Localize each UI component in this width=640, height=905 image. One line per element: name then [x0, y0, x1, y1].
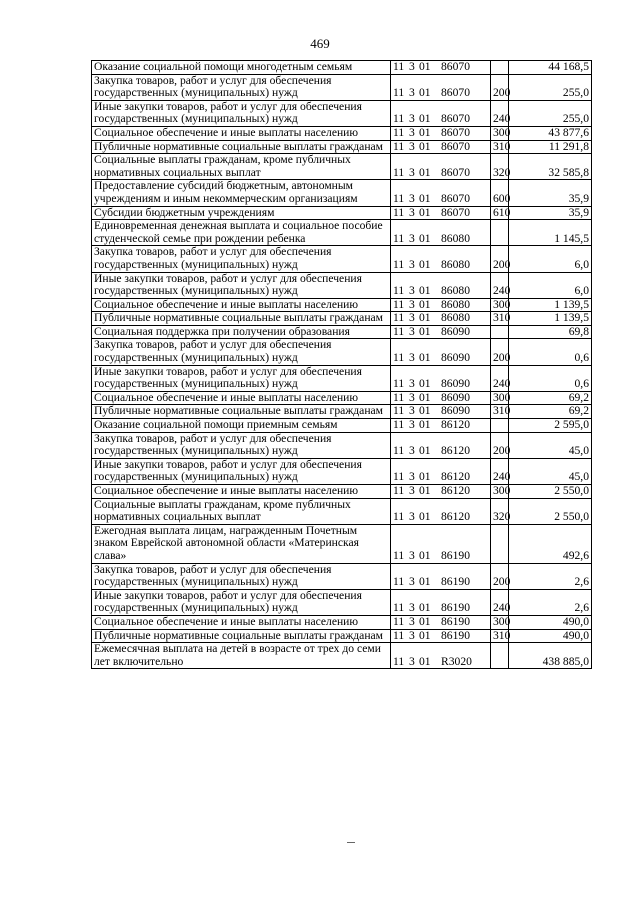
target-article-cell: [391, 432, 491, 458]
amount-cell: 44 168,5: [509, 61, 592, 75]
amount-cell: 45,0: [509, 458, 592, 484]
expense-type-cell: 300: [491, 126, 509, 140]
code-section: 11: [393, 231, 405, 245]
expense-name-cell: Закупка товаров, работ и услуг для обеспечения государственных (муниципальных) нужд: [92, 246, 391, 272]
code-number: 86120: [441, 484, 470, 497]
code-group: 01: [419, 60, 431, 73]
expense-name-cell: Закупка товаров, работ и услуг для обеспечения государственных (муниципальных) нужд: [92, 432, 391, 458]
target-article-cell: [391, 140, 491, 154]
code-subsection: 3: [409, 297, 415, 311]
amount-cell: 2 550,0: [509, 485, 592, 499]
expense-type-cell: 300: [491, 391, 509, 405]
code-number: 86080: [441, 257, 470, 271]
code-section: 11: [393, 418, 405, 432]
code-section: 11: [393, 86, 405, 100]
code-number: 86120: [441, 510, 470, 524]
target-article-cell: [391, 325, 491, 339]
code-subsection: 3: [409, 390, 415, 404]
expense-name-cell: Закупка товаров, работ и услуг для обеспечения государственных (муниципальных) нужд: [92, 74, 391, 100]
code-number: 86190: [441, 575, 470, 589]
amount-cell: 1 139,5: [509, 312, 592, 326]
code-section: 11: [393, 548, 405, 562]
expense-type-cell: [491, 325, 509, 339]
code-group: 01: [419, 404, 431, 418]
amount-cell: 6,0: [509, 246, 592, 272]
expense-name-cell: Предоставление субсидий бюджетным, автономным учреждениям и иным некоммерческим организациям: [92, 180, 391, 206]
expense-name-cell: Субсидии бюджетным учреждениям: [92, 206, 391, 220]
expense-type-cell: 600: [491, 180, 509, 206]
target-article-cell: [391, 220, 491, 246]
code-group: 01: [419, 86, 431, 100]
target-article-cell: [391, 643, 491, 669]
expense-type-cell: [491, 220, 509, 246]
table-row: [92, 432, 592, 458]
expense-name-cell: Социальное обеспечение и иные выплаты населению: [92, 391, 391, 405]
expense-name-cell: Социальное обеспечение и иные выплаты населению: [92, 615, 391, 629]
code-number: 86120: [441, 444, 470, 458]
table-row: [92, 206, 592, 220]
expense-type-cell: 200: [491, 339, 509, 365]
expense-name-cell: Иные закупки товаров, работ и услуг для обеспечения государственных (муниципальных) нужд: [92, 272, 391, 298]
amount-cell: 490,0: [509, 615, 592, 629]
table-row: [92, 563, 592, 589]
expense-type-cell: 320: [491, 154, 509, 180]
target-article-cell: [391, 100, 491, 126]
code-number: 86080: [441, 311, 470, 325]
code-number: 86090: [441, 377, 470, 391]
expense-type-cell: 200: [491, 563, 509, 589]
code-subsection: 3: [409, 418, 415, 432]
table-row: [92, 339, 592, 365]
code-number: 86070: [441, 205, 470, 219]
target-article-cell: [391, 458, 491, 484]
code-section: 11: [393, 324, 405, 338]
target-article-cell: [391, 74, 491, 100]
code-subsection: 3: [409, 191, 415, 205]
code-number: 86080: [441, 231, 470, 245]
expense-name-cell: Иные закупки товаров, работ и услуг для обеспечения государственных (муниципальных) нужд: [92, 365, 391, 391]
code-group: 01: [419, 351, 431, 365]
expense-name-cell: Иные закупки товаров, работ и услуг для обеспечения государственных (муниципальных) нужд: [92, 100, 391, 126]
amount-cell: 255,0: [509, 74, 592, 100]
code-number: 86070: [441, 191, 470, 205]
code-number: 86090: [441, 324, 470, 338]
expense-type-cell: 310: [491, 140, 509, 154]
code-group: 01: [419, 284, 431, 298]
amount-cell: 35,9: [509, 206, 592, 220]
expense-name-cell: Иные закупки товаров, работ и услуг для обеспечения государственных (муниципальных) нужд: [92, 458, 391, 484]
code-section: 11: [393, 311, 405, 325]
code-group: 01: [419, 575, 431, 589]
code-group: 01: [419, 324, 431, 338]
target-article-cell: [391, 615, 491, 629]
code-subsection: 3: [409, 601, 415, 615]
code-number: 86070: [441, 125, 470, 139]
code-section: 11: [393, 614, 405, 628]
code-subsection: 3: [409, 231, 415, 245]
table-row: [92, 365, 592, 391]
table-row: [92, 615, 592, 629]
expense-name-cell: Оказание социальной помощи приемным семьям: [92, 419, 391, 433]
target-article-cell: [391, 246, 491, 272]
table-row: [92, 74, 592, 100]
code-section: 11: [393, 628, 405, 642]
amount-cell: 0,6: [509, 339, 592, 365]
code-number: 86190: [441, 601, 470, 615]
code-group: 01: [419, 510, 431, 524]
expense-type-cell: 200: [491, 432, 509, 458]
code-number: 86120: [441, 418, 470, 432]
expense-type-cell: 200: [491, 246, 509, 272]
code-section: 11: [393, 510, 405, 524]
code-section: 11: [393, 284, 405, 298]
expense-type-cell: [491, 61, 509, 75]
code-section: 11: [393, 125, 405, 139]
code-section: 11: [393, 377, 405, 391]
table-row: [92, 246, 592, 272]
code-subsection: 3: [409, 444, 415, 458]
code-number: 86070: [441, 112, 470, 126]
code-number: 86090: [441, 404, 470, 418]
target-article-cell: [391, 391, 491, 405]
amount-cell: 1 145,5: [509, 220, 592, 246]
expense-name-cell: Социальное обеспечение и иные выплаты населению: [92, 485, 391, 499]
amount-cell: 32 585,8: [509, 154, 592, 180]
expense-name-cell: Публичные нормативные социальные выплаты гражданам: [92, 140, 391, 154]
code-subsection: 3: [409, 86, 415, 100]
expense-type-cell: 300: [491, 615, 509, 629]
expense-type-cell: 300: [491, 298, 509, 312]
code-subsection: 3: [409, 628, 415, 642]
table-body: [92, 61, 592, 669]
expense-name-cell: Оказание социальной помощи многодетным семьям: [92, 61, 391, 75]
table-row: [92, 298, 592, 312]
code-group: 01: [419, 139, 431, 153]
expense-type-cell: 320: [491, 498, 509, 524]
amount-cell: 2,6: [509, 589, 592, 615]
code-subsection: 3: [409, 654, 415, 668]
code-subsection: 3: [409, 139, 415, 153]
target-article-cell: [391, 154, 491, 180]
code-section: 11: [393, 191, 405, 205]
target-article-cell: [391, 419, 491, 433]
code-number: 86190: [441, 548, 470, 562]
code-subsection: 3: [409, 205, 415, 219]
expense-name-cell: Публичные нормативные социальные выплаты гражданам: [92, 312, 391, 326]
target-article-cell: [391, 524, 491, 563]
table-row: [92, 220, 592, 246]
code-number: 86070: [441, 139, 470, 153]
code-section: 11: [393, 297, 405, 311]
code-group: 01: [419, 654, 431, 668]
budget-table: [91, 60, 592, 669]
table-row: [92, 643, 592, 669]
code-section: 11: [393, 351, 405, 365]
code-subsection: 3: [409, 404, 415, 418]
code-number: 86120: [441, 470, 470, 484]
expense-type-cell: 200: [491, 74, 509, 100]
code-section: 11: [393, 165, 405, 179]
code-group: 01: [419, 191, 431, 205]
code-subsection: 3: [409, 257, 415, 271]
code-subsection: 3: [409, 324, 415, 338]
table-row: [92, 485, 592, 499]
code-section: 11: [393, 575, 405, 589]
expense-type-cell: 240: [491, 100, 509, 126]
code-section: 11: [393, 205, 405, 219]
code-number: 86190: [441, 628, 470, 642]
table-row: [92, 126, 592, 140]
expense-type-cell: 310: [491, 629, 509, 643]
code-number: 86090: [441, 390, 470, 404]
code-section: 11: [393, 60, 405, 73]
code-subsection: 3: [409, 165, 415, 179]
code-group: 01: [419, 112, 431, 126]
code-section: 11: [393, 484, 405, 497]
expense-name-cell: Публичные нормативные социальные выплаты гражданам: [92, 405, 391, 419]
table-row: [92, 272, 592, 298]
target-article-cell: [391, 206, 491, 220]
code-subsection: 3: [409, 351, 415, 365]
table-row: [92, 589, 592, 615]
amount-cell: 438 885,0: [509, 643, 592, 669]
target-article-cell: [391, 61, 491, 75]
expense-name-cell: Ежегодная выплата лицам, награжденным Почетным знаком Еврейской автономной области «Материнская слава»: [92, 524, 391, 563]
amount-cell: 490,0: [509, 629, 592, 643]
code-group: 01: [419, 418, 431, 432]
expense-type-cell: 240: [491, 272, 509, 298]
code-group: 01: [419, 470, 431, 484]
table-row: [92, 100, 592, 126]
amount-cell: 0,6: [509, 365, 592, 391]
expense-name-cell: Иные закупки товаров, работ и услуг для обеспечения государственных (муниципальных) нужд: [92, 589, 391, 615]
amount-cell: 2 595,0: [509, 419, 592, 433]
code-subsection: 3: [409, 311, 415, 325]
target-article-cell: [391, 563, 491, 589]
target-article-cell: [391, 498, 491, 524]
code-number: 86190: [441, 614, 470, 628]
code-number: 86080: [441, 284, 470, 298]
amount-cell: 69,2: [509, 405, 592, 419]
expense-name-cell: Закупка товаров, работ и услуг для обеспечения государственных (муниципальных) нужд: [92, 339, 391, 365]
table-row: [92, 629, 592, 643]
amount-cell: 2,6: [509, 563, 592, 589]
amount-cell: 255,0: [509, 100, 592, 126]
code-subsection: 3: [409, 575, 415, 589]
code-subsection: 3: [409, 377, 415, 391]
table-row: [92, 180, 592, 206]
target-article-cell: [391, 485, 491, 499]
code-number: R3020: [441, 654, 472, 668]
page-mark: [347, 842, 355, 843]
target-article-cell: [391, 405, 491, 419]
code-group: 01: [419, 390, 431, 404]
amount-cell: 6,0: [509, 272, 592, 298]
code-subsection: 3: [409, 125, 415, 139]
code-section: 11: [393, 601, 405, 615]
target-article-cell: [391, 589, 491, 615]
expense-type-cell: 300: [491, 485, 509, 499]
code-section: 11: [393, 470, 405, 484]
code-number: 86070: [441, 165, 470, 179]
target-article-cell: [391, 126, 491, 140]
code-subsection: 3: [409, 510, 415, 524]
code-group: 01: [419, 257, 431, 271]
table-row: [92, 325, 592, 339]
target-article-cell: [391, 312, 491, 326]
table-row: [92, 140, 592, 154]
target-article-cell: [391, 365, 491, 391]
code-group: 01: [419, 444, 431, 458]
code-section: 11: [393, 404, 405, 418]
page-number: 469: [310, 36, 330, 51]
code-group: 01: [419, 165, 431, 179]
amount-cell: 1 139,5: [509, 298, 592, 312]
expense-name-cell: Закупка товаров, работ и услуг для обеспечения государственных (муниципальных) нужд: [92, 563, 391, 589]
table-row: [92, 458, 592, 484]
expense-name-cell: Социальное обеспечение и иные выплаты населению: [92, 298, 391, 312]
amount-cell: 35,9: [509, 180, 592, 206]
expense-type-cell: [491, 643, 509, 669]
expense-name-cell: Социальное обеспечение и иные выплаты населению: [92, 126, 391, 140]
expense-type-cell: 240: [491, 365, 509, 391]
expense-type-cell: [491, 524, 509, 563]
table-row: [92, 498, 592, 524]
code-group: 01: [419, 297, 431, 311]
code-group: 01: [419, 601, 431, 615]
amount-cell: 69,2: [509, 391, 592, 405]
code-group: 01: [419, 231, 431, 245]
code-group: 01: [419, 484, 431, 497]
target-article-cell: [391, 298, 491, 312]
amount-cell: 43 877,6: [509, 126, 592, 140]
expense-type-cell: 310: [491, 405, 509, 419]
amount-cell: 69,8: [509, 325, 592, 339]
expense-type-cell: 240: [491, 458, 509, 484]
code-number: 86090: [441, 351, 470, 365]
code-section: 11: [393, 654, 405, 668]
code-section: 11: [393, 257, 405, 271]
amount-cell: 492,6: [509, 524, 592, 563]
expense-type-cell: 610: [491, 206, 509, 220]
code-group: 01: [419, 125, 431, 139]
code-subsection: 3: [409, 484, 415, 497]
code-number: 86070: [441, 60, 470, 73]
expense-name-cell: Социальная поддержка при получении образования: [92, 325, 391, 339]
code-group: 01: [419, 614, 431, 628]
expense-name-cell: Социальные выплаты гражданам, кроме публичных нормативных социальных выплат: [92, 498, 391, 524]
expense-type-cell: 310: [491, 312, 509, 326]
table-row: [92, 154, 592, 180]
expense-name-cell: Единовременная денежная выплата и социальное пособие студенческой семье при рождении ребенка: [92, 220, 391, 246]
code-subsection: 3: [409, 614, 415, 628]
code-section: 11: [393, 112, 405, 126]
amount-cell: 11 291,8: [509, 140, 592, 154]
code-group: 01: [419, 548, 431, 562]
code-subsection: 3: [409, 60, 415, 73]
table-row: [92, 61, 592, 75]
expense-type-cell: [491, 419, 509, 433]
code-section: 11: [393, 139, 405, 153]
code-subsection: 3: [409, 284, 415, 298]
table-row: [92, 419, 592, 433]
table-row: [92, 312, 592, 326]
code-group: 01: [419, 311, 431, 325]
expense-name-cell: Ежемесячная выплата на детей в возрасте от трех до семи лет включительно: [92, 643, 391, 669]
expense-name-cell: Социальные выплаты гражданам, кроме публичных нормативных социальных выплат: [92, 154, 391, 180]
code-group: 01: [419, 377, 431, 391]
table-row: [92, 391, 592, 405]
code-group: 01: [419, 628, 431, 642]
code-subsection: 3: [409, 548, 415, 562]
expense-name-cell: Публичные нормативные социальные выплаты гражданам: [92, 629, 391, 643]
code-group: 01: [419, 205, 431, 219]
target-article-cell: [391, 629, 491, 643]
table-row: [92, 405, 592, 419]
code-subsection: 3: [409, 470, 415, 484]
target-article-cell: [391, 339, 491, 365]
table-row: [92, 524, 592, 563]
expense-type-cell: 240: [491, 589, 509, 615]
amount-cell: 2 550,0: [509, 498, 592, 524]
amount-cell: 45,0: [509, 432, 592, 458]
code-subsection: 3: [409, 112, 415, 126]
code-section: 11: [393, 390, 405, 404]
target-article-cell: [391, 180, 491, 206]
target-article-cell: [391, 272, 491, 298]
code-section: 11: [393, 444, 405, 458]
code-number: 86070: [441, 86, 470, 100]
code-number: 86080: [441, 297, 470, 311]
